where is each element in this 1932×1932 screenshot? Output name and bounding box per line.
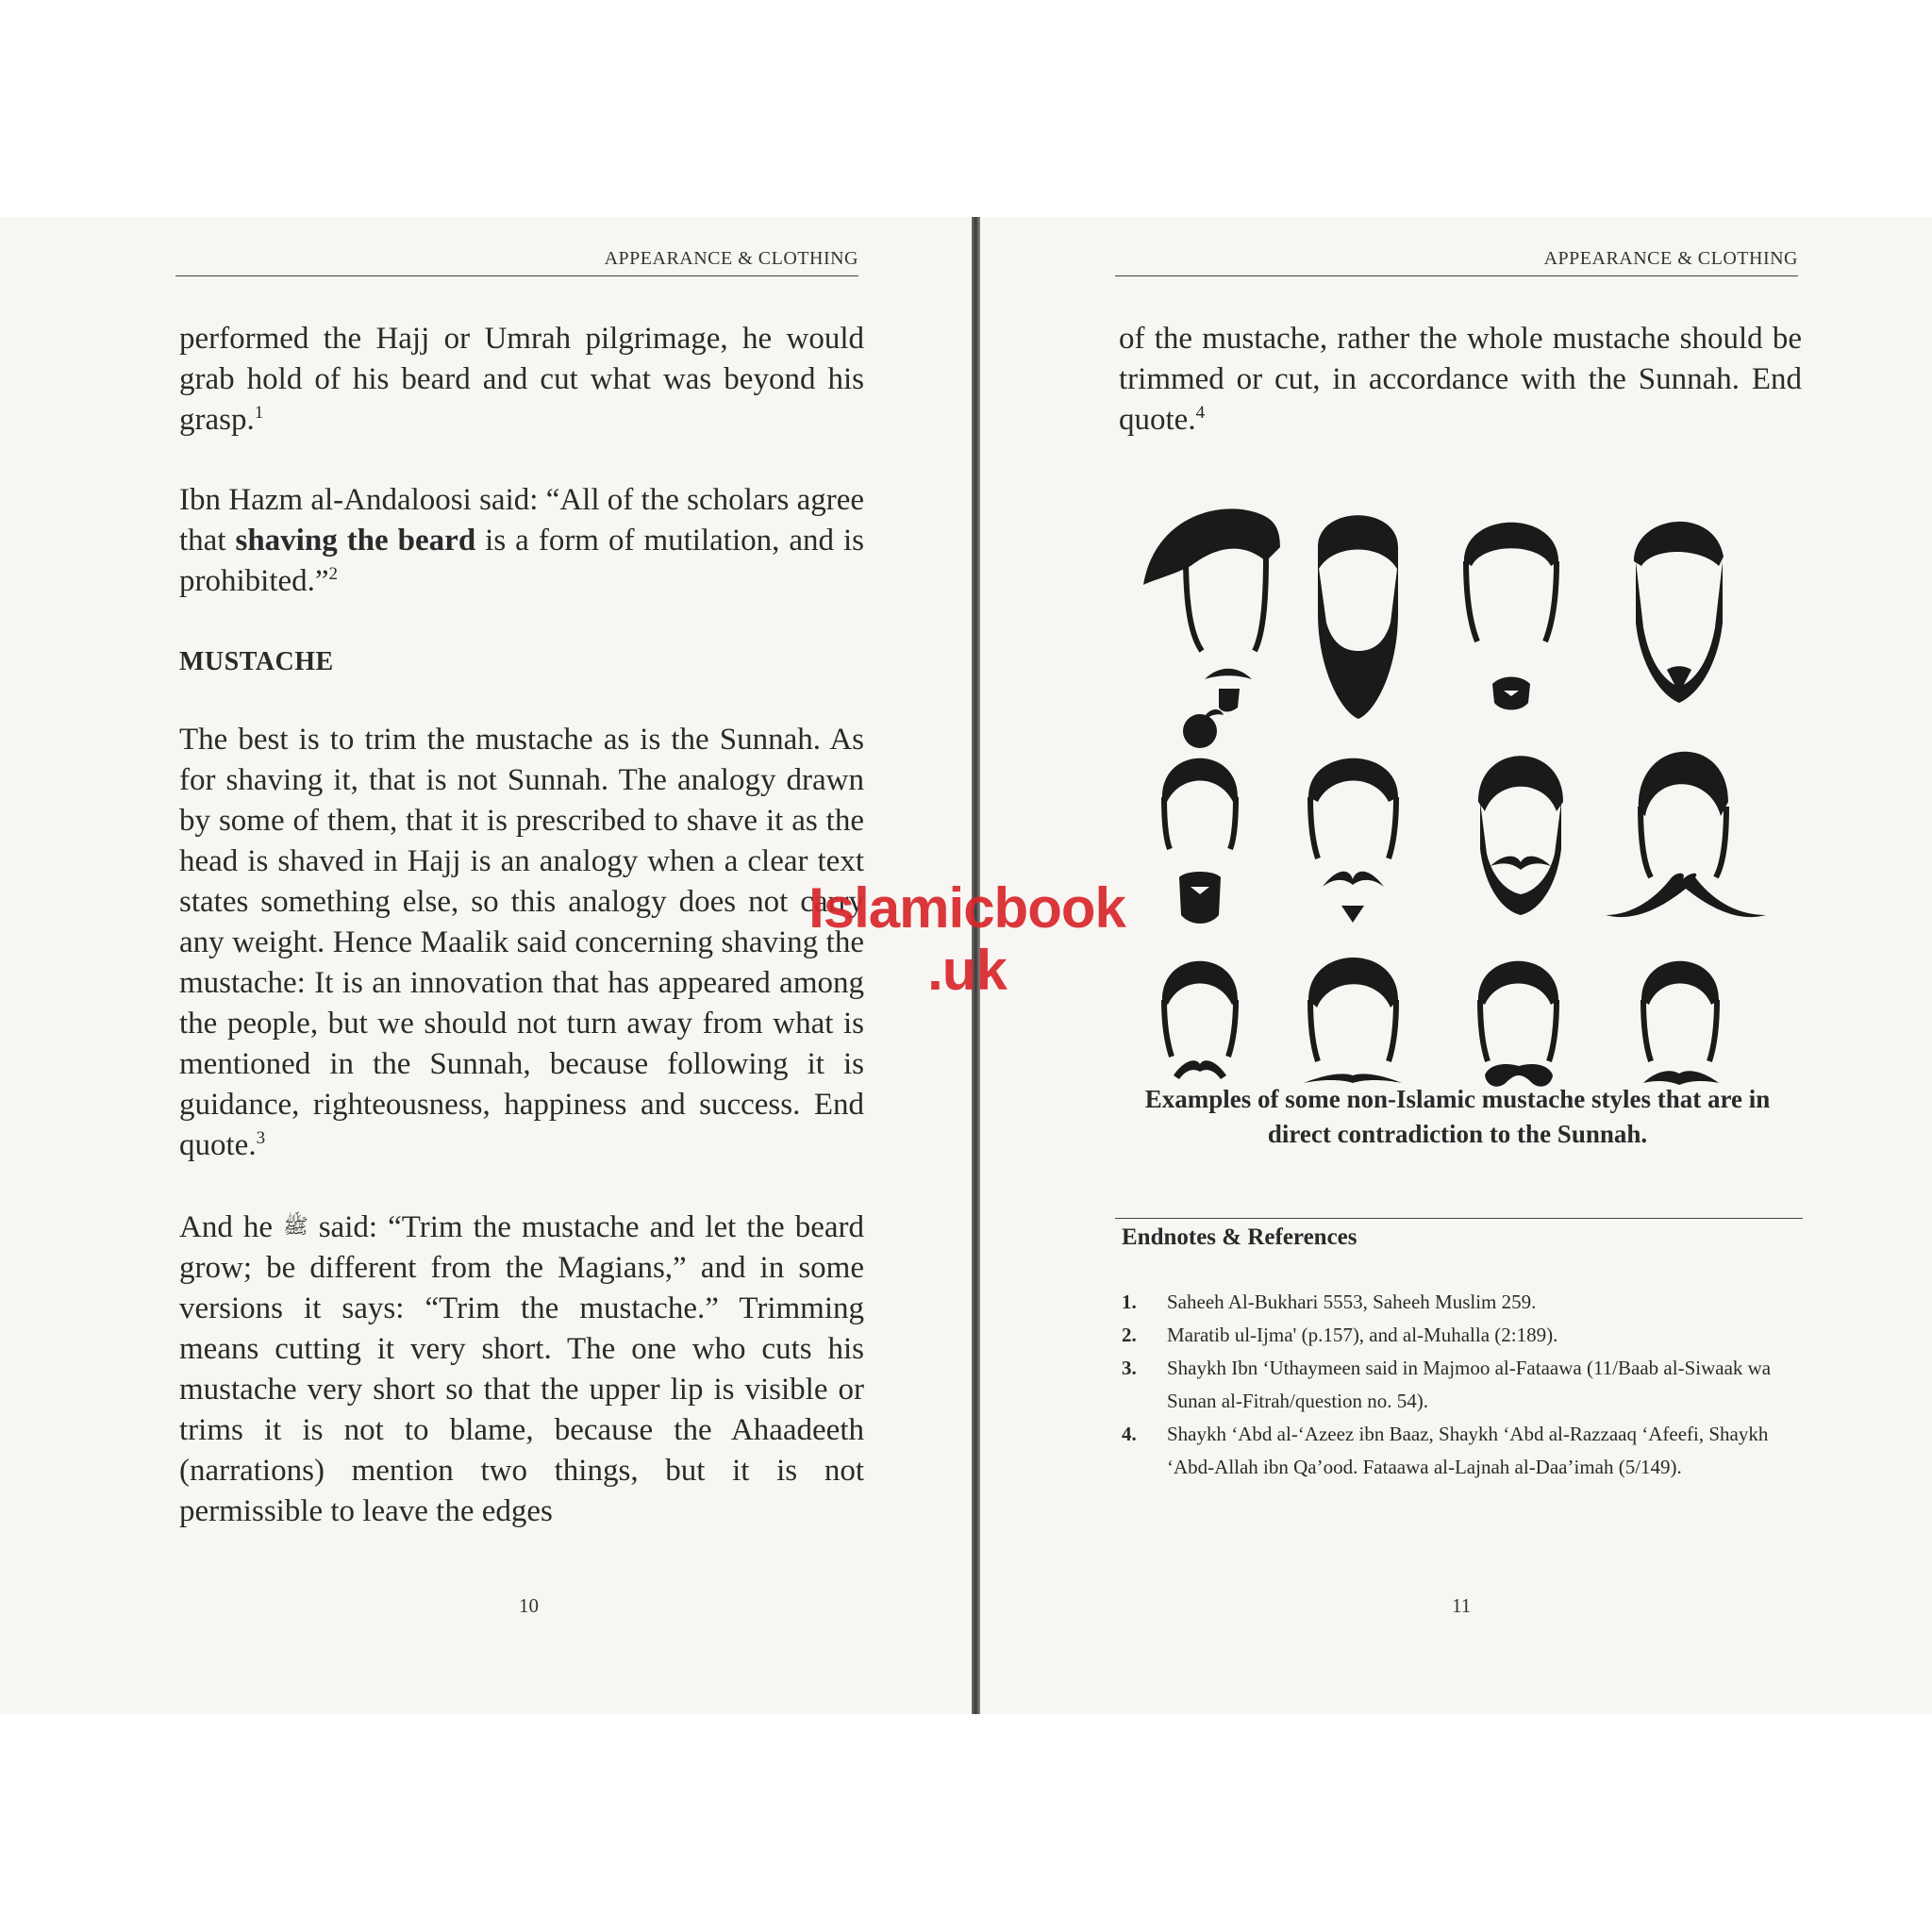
endnote-item: 3. Shaykh Ibn ‘Uthaymeen said in Majmoo al-Fataawa (11/Baab al-Siwaak wa Sunan al-Fitrah/question no. 54). xyxy=(1122,1357,1772,1412)
endnote-item: 4. Shaykh ‘Abd al-‘Azeez ibn Baaz, Shaykh ‘Abd al-Razzaaq ‘Afeefi, Shaykh ‘Abd-Allah ibn Qa’ood. Fataawa al-Lajnah al-Daa’imah (5/149). xyxy=(1122,1423,1769,1478)
paragraph: And he ﷺ said: “Trim the mustache and let the beard grow; be different from the Magians,” and in some versions it says: “Trim the mustache.” Trimming means cutting it very short. The one who cuts his mustache very short so that the upper lip is visible or trims it is not to blame, because the Ahaadeeth (narrations) mention two things, but it is not permissible to leave the edges xyxy=(179,1210,864,1528)
running-head: APPEARANCE & CLOTHING xyxy=(175,248,858,276)
watermark-line: .uk xyxy=(927,939,1007,1002)
face-handlebar-mustache-icon xyxy=(1606,752,1766,917)
endnotes-title: Endnotes & References xyxy=(1122,1224,1357,1250)
face-top-knot-beard-icon xyxy=(1162,709,1238,924)
watermark-line: Islamicbook xyxy=(808,876,1125,940)
section-heading: MUSTACHE xyxy=(179,647,334,676)
face-curled-mustache-beard-icon xyxy=(1478,756,1563,915)
paragraph: The best is to trim the mustache as is the Sunnah. As for shaving it, that is not Sunnah. The analogy drawn by some of them, that it is prescribed to shave it as the head is shaved in Hajj is an analogy when a clear text states something else, so this analogy does not carry any weight. Hence Maalik said concerning shaving the mustache: It is an innovation that has appeared among the people, but we should not turn away from what is mentioned in the Sunnah, because following it is guidance, righteousness, happiness and success. End quote.$^3$ xyxy=(179,723,864,1162)
endnote-item: 2. Maratib ul-Ijma' (p.157), and al-Muhalla (2:189). xyxy=(1122,1324,1558,1346)
left-body-text xyxy=(179,319,864,1572)
footnote-ref[interactable]: 3 xyxy=(256,1128,266,1148)
face-thin-mustache-icon xyxy=(1641,961,1719,1085)
endnotes-list xyxy=(1122,1286,1801,1484)
paragraph: performed the Hajj or Umrah pilgrimage, he would grab hold of his beard and cut what was beyond his grasp.$^1$ xyxy=(179,322,864,437)
face-chin-strap-goatee-icon xyxy=(1634,522,1724,703)
face-pencil-mustache-icon xyxy=(1304,958,1402,1083)
face-full-beard-icon xyxy=(1318,515,1398,719)
page-number: 11 xyxy=(1452,1594,1472,1617)
emphasis: shaving the beard xyxy=(235,524,476,558)
footnote-ref[interactable]: 1 xyxy=(254,403,264,423)
face-horseshoe-mustache-icon xyxy=(1162,961,1238,1079)
endnote-item: 1. Saheeh Al-Bukhari 5553, Saheeh Muslim 259. xyxy=(1122,1291,1537,1313)
watermark xyxy=(774,877,1160,1002)
face-swept-hair-goatee-icon xyxy=(1143,508,1280,711)
paragraph: Ibn Hazm al-Andaloosi said: “All of the scholars agree that shaving the beard is a form of mutilation, and is prohibited.”$^2$ xyxy=(179,483,865,598)
face-short-goatee-icon xyxy=(1464,523,1558,710)
right-body-text xyxy=(1119,319,1802,480)
divider xyxy=(1115,1218,1803,1219)
footnote-ref[interactable]: 2 xyxy=(328,564,339,584)
salutation-symbol: ﷺ xyxy=(283,1214,308,1238)
page-number: 10 xyxy=(519,1594,539,1617)
illustration-caption: Examples of some non-Islamic mustache styles that are in direct contradiction to the Sunnah. xyxy=(1144,1085,1771,1148)
running-head: APPEARANCE & CLOTHING xyxy=(1115,248,1798,276)
footnote-ref[interactable]: 4 xyxy=(1195,403,1206,423)
mustache-styles-illustration xyxy=(1115,472,1800,1087)
face-mustache-soul-patch-icon xyxy=(1308,758,1398,923)
paragraph: of the mustache, rather the whole mustache should be trimmed or cut, in accordance with the Sunnah. End quote.$^4$ xyxy=(1119,322,1802,437)
face-curly-mustache-icon xyxy=(1478,961,1558,1087)
